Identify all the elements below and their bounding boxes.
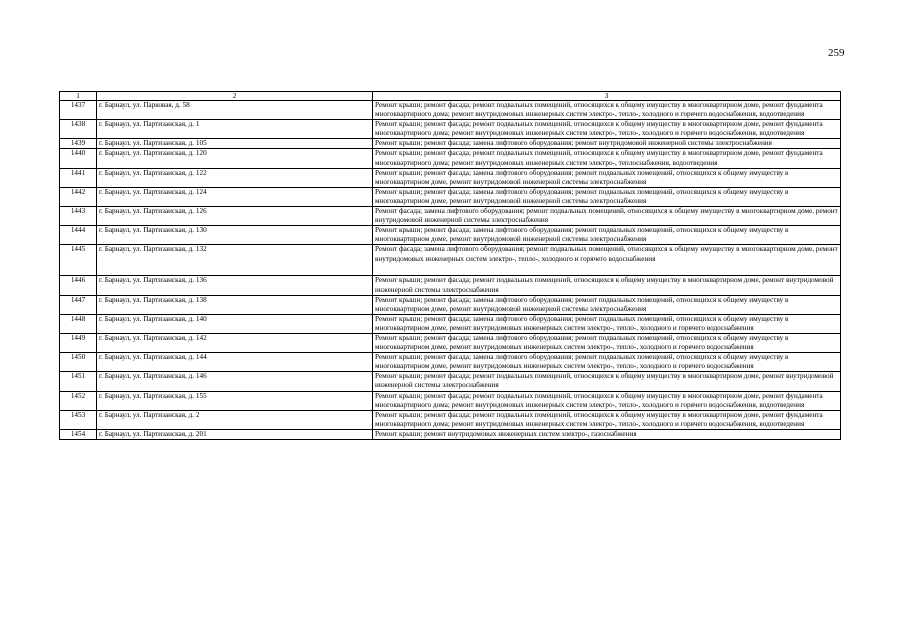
repair-register-table <box>59 91 841 440</box>
table-row <box>60 245 841 276</box>
row-address: г. Барнаул, ул. Партизанская, д. 132 <box>97 245 373 276</box>
row-number: 1451 <box>60 372 97 391</box>
row-number: 1440 <box>60 149 97 168</box>
table-row <box>60 226 841 245</box>
row-works: Ремонт крыши; ремонт фасада; ремонт подвальных помещений, относящихся к общему имуществу в многоквартирном доме, ремонт фундамента многоквартирного дома; ремонт внутридомовых инженерных систем электро-, тепло-, холодного и горячего водоснабжения, водоотведения <box>373 410 841 429</box>
row-number: 1450 <box>60 353 97 372</box>
row-address: г. Барнаул, ул. Партизанская, д. 124 <box>97 187 373 206</box>
row-works: Ремонт крыши; ремонт фасада; замена лифтового оборудования; ремонт подвальных помещений, относящихся к общему имуществу в многоквартирном доме, ремонт внутридомовой инженерной системы электроснабжения <box>373 187 841 206</box>
table-row <box>60 353 841 372</box>
row-number: 1449 <box>60 333 97 352</box>
column-header-2: 2 <box>97 92 373 101</box>
row-works: Ремонт фасада; замена лифтового оборудования; ремонт подвальных помещений, относящихся к общему имуществу в многоквартирном доме, ремонт внутридомовой инженерной системы электроснабжения <box>373 207 841 226</box>
row-works: Ремонт фасада; замена лифтового оборудования; ремонт подвальных помещений, относящихся к общему имуществу в многоквартирном доме, ремонт внутридомовых инженерных систем электро-, тепло-, холодного и горячего водоснабжения <box>373 245 841 276</box>
table-row <box>60 314 841 333</box>
column-number-row <box>60 92 841 101</box>
row-address: г. Барнаул, ул. Партизанская, д. 140 <box>97 314 373 333</box>
table-row <box>60 101 841 120</box>
row-works: Ремонт крыши; ремонт фасада; замена лифтового оборудования; ремонт подвальных помещений, относящихся к общему имуществу в многоквартирном доме, ремонт внутридомовой инженерной системы электроснабжения <box>373 295 841 314</box>
column-header-1: 1 <box>60 92 97 101</box>
row-address: г. Барнаул, ул. Партизанская, д. 138 <box>97 295 373 314</box>
page-number: 259 <box>828 47 845 59</box>
row-address: г. Барнаул, ул. Партизанская, д. 130 <box>97 226 373 245</box>
table-row <box>60 391 841 410</box>
row-works: Ремонт крыши; ремонт внутридомовых инженерных систем электро-, газоснабжения <box>373 429 841 439</box>
row-number: 1447 <box>60 295 97 314</box>
row-address: г. Барнаул, ул. Партизанская, д. 155 <box>97 391 373 410</box>
table-row <box>60 410 841 429</box>
row-number: 1453 <box>60 410 97 429</box>
row-number: 1438 <box>60 120 97 139</box>
row-address: г. Барнаул, ул. Партизанская, д. 201 <box>97 429 373 439</box>
table-row <box>60 276 841 295</box>
row-number: 1446 <box>60 276 97 295</box>
table-row <box>60 120 841 139</box>
row-address: г. Барнаул, ул. Партизанская, д. 1 <box>97 120 373 139</box>
row-address: г. Барнаул, ул. Партизанская, д. 126 <box>97 207 373 226</box>
row-works: Ремонт крыши; ремонт фасада; замена лифтового оборудования; ремонт подвальных помещений, относящихся к общему имуществу в многоквартирном доме, ремонт внутридомовых инженерных систем электро-, тепло-, холодного и горячего водоснабжения <box>373 333 841 352</box>
table-row <box>60 372 841 391</box>
row-address: г. Барнаул, ул. Партизанская, д. 136 <box>97 276 373 295</box>
row-number: 1441 <box>60 168 97 187</box>
row-works: Ремонт крыши; ремонт фасада; замена лифтового оборудования; ремонт внутридомовой инженерной системы электроснабжения <box>373 139 841 149</box>
row-address: г. Барнаул, ул. Партизанская, д. 122 <box>97 168 373 187</box>
table-row <box>60 295 841 314</box>
row-works: Ремонт крыши; ремонт фасада; ремонт подвальных помещений, относящихся к общему имуществу в многоквартирном доме, ремонт внутридомовой инженерной системы электроснабжения <box>373 372 841 391</box>
row-address: г. Барнаул, ул. Парковая, д. 58 <box>97 101 373 120</box>
row-number: 1442 <box>60 187 97 206</box>
row-works: Ремонт крыши; ремонт фасада; замена лифтового оборудования; ремонт подвальных помещений, относящихся к общему имуществу в многоквартирном доме, ремонт внутридомовых инженерных систем электро-, тепло-, холодного и горячего водоснабжения <box>373 314 841 333</box>
row-number: 1437 <box>60 101 97 120</box>
table-row <box>60 207 841 226</box>
table-row <box>60 333 841 352</box>
table-row <box>60 429 841 439</box>
table-row <box>60 149 841 168</box>
row-works: Ремонт крыши; ремонт фасада; ремонт подвальных помещений, относящихся к общему имуществу в многоквартирном доме, ремонт фундамента многоквартирного дома; ремонт внутридомовых инженерных систем электро-, теплоснабжения, водоотведения <box>373 149 841 168</box>
row-works: Ремонт крыши; ремонт фасада; замена лифтового оборудования; ремонт подвальных помещений, относящихся к общему имуществу в многоквартирном доме, ремонт внутридомовой инженерной системы электроснабжения <box>373 168 841 187</box>
row-works: Ремонт крыши; ремонт фасада; ремонт подвальных помещений, относящихся к общему имуществу в многоквартирном доме, ремонт внутридомовой инженерной системы электроснабжения <box>373 276 841 295</box>
column-header-3: 3 <box>373 92 841 101</box>
row-works: Ремонт крыши; ремонт фасада; замена лифтового оборудования; ремонт подвальных помещений, относящихся к общему имуществу в многоквартирном доме, ремонт внутридомовых инженерных систем электро-, тепло-, холодного и горячего водоснабжения <box>373 353 841 372</box>
row-number: 1448 <box>60 314 97 333</box>
row-number: 1452 <box>60 391 97 410</box>
row-number: 1445 <box>60 245 97 276</box>
table-row <box>60 139 841 149</box>
row-number: 1454 <box>60 429 97 439</box>
row-number: 1439 <box>60 139 97 149</box>
row-address: г. Барнаул, ул. Партизанская, д. 142 <box>97 333 373 352</box>
row-works: Ремонт крыши; ремонт фасада; ремонт подвальных помещений, относящихся к общему имуществу в многоквартирном доме, ремонт фундамента многоквартирного дома; ремонт внутридомовых инженерных систем электро-, тепло-, холодного и горячего водоснабжения, водоотведения <box>373 120 841 139</box>
row-works: Ремонт крыши; ремонт фасада; замена лифтового оборудования; ремонт подвальных помещений, относящихся к общему имуществу в многоквартирном доме, ремонт внутридомовой инженерной системы электроснабжения <box>373 226 841 245</box>
table-row <box>60 168 841 187</box>
row-address: г. Барнаул, ул. Партизанская, д. 146 <box>97 372 373 391</box>
row-address: г. Барнаул, ул. Партизанская, д. 144 <box>97 353 373 372</box>
row-number: 1444 <box>60 226 97 245</box>
row-works: Ремонт крыши; ремонт фасада; ремонт подвальных помещений, относящихся к общему имуществу в многоквартирном доме, ремонт фундамента многоквартирного дома; ремонт внутридомовых инженерных систем электро-, тепло-, холодного и горячего водоснабжения, водоотведения <box>373 101 841 120</box>
row-number: 1443 <box>60 207 97 226</box>
row-address: г. Барнаул, ул. Партизанская, д. 105 <box>97 139 373 149</box>
table-row <box>60 187 841 206</box>
table-body <box>60 101 841 440</box>
row-address: г. Барнаул, ул. Партизанская, д. 2 <box>97 410 373 429</box>
row-works: Ремонт крыши; ремонт фасада; ремонт подвальных помещений, относящихся к общему имуществу в многоквартирном доме, ремонт фундамента многоквартирного дома; ремонт внутридомовых инженерных систем электро-, тепло-, холодного и горячего водоснабжения, водоотведения <box>373 391 841 410</box>
row-address: г. Барнаул, ул. Партизанская, д. 120 <box>97 149 373 168</box>
